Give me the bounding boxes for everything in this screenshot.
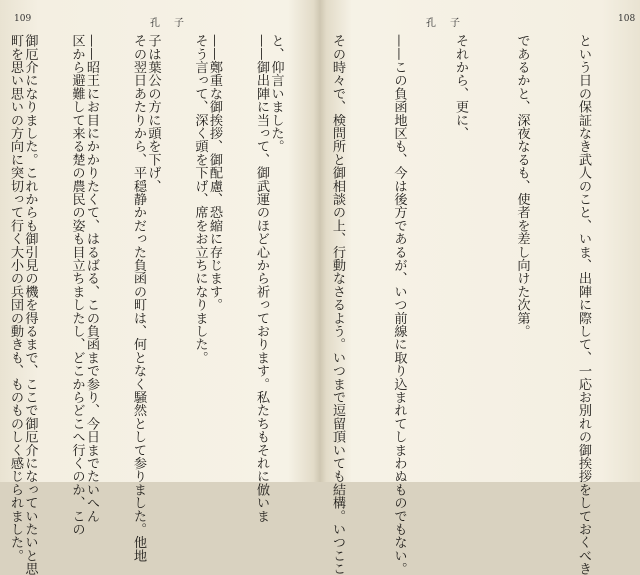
- text-column: という日の保証なき武人のこと、いま、出陣に際して、一応お別れの御挨拶をしておくべき: [576, 34, 591, 575]
- page-number: 108: [618, 14, 636, 24]
- text-column: それから、更に、: [453, 34, 468, 140]
- running-head: 孔子: [426, 18, 474, 29]
- text-column: 区から避難して来る楚の農民の姿も目立ちましたし、どこからどこへ行くのか、この: [69, 34, 85, 536]
- text-column: その時々で、検問所と御相談の上、行動なさるよう。いつまで逗留頂いても結構。いつここ: [330, 34, 345, 575]
- text-column: ——この負函地区も、今は後方であるが、いつ前線に取り込まれてしまわぬものでもない。: [391, 34, 407, 575]
- text-column: ——昭王にお目にかかりたくて、はるばる、この負函まで参り、今日までたいへん: [84, 34, 99, 523]
- text-column: 御厄介になりました。これからも御引見の機を得るまで、ここで御厄介になっていたいと思: [22, 34, 38, 575]
- text-column: と、仰言いました。: [268, 34, 284, 153]
- running-head: 孔子: [150, 18, 198, 29]
- text-column: ——鄭重な御挨拶、御配慮、恐縮に存じます。: [207, 34, 222, 312]
- text-column: そう言って、深く頭を下げ、席をお立ちになりました。: [192, 34, 208, 364]
- page-number: 109: [14, 14, 32, 24]
- text-column: 町を思い思いの方向に突切って行く大小の兵団の動きも、ものものしく感じられました。: [8, 34, 23, 562]
- text-column: その翌日あたりから、平穏静かだった負函の町は、何となく騒然として参りました。他地: [131, 34, 146, 562]
- text-column: 子は葉公の方に頭を下げ、: [145, 34, 161, 193]
- text-column: ——御出陣に当って、御武運のほど心から祈っております。私たちもそれに倣いま: [254, 34, 269, 523]
- text-column: であるかと、深夜なるも、使者を差し向けた次第。: [514, 34, 530, 338]
